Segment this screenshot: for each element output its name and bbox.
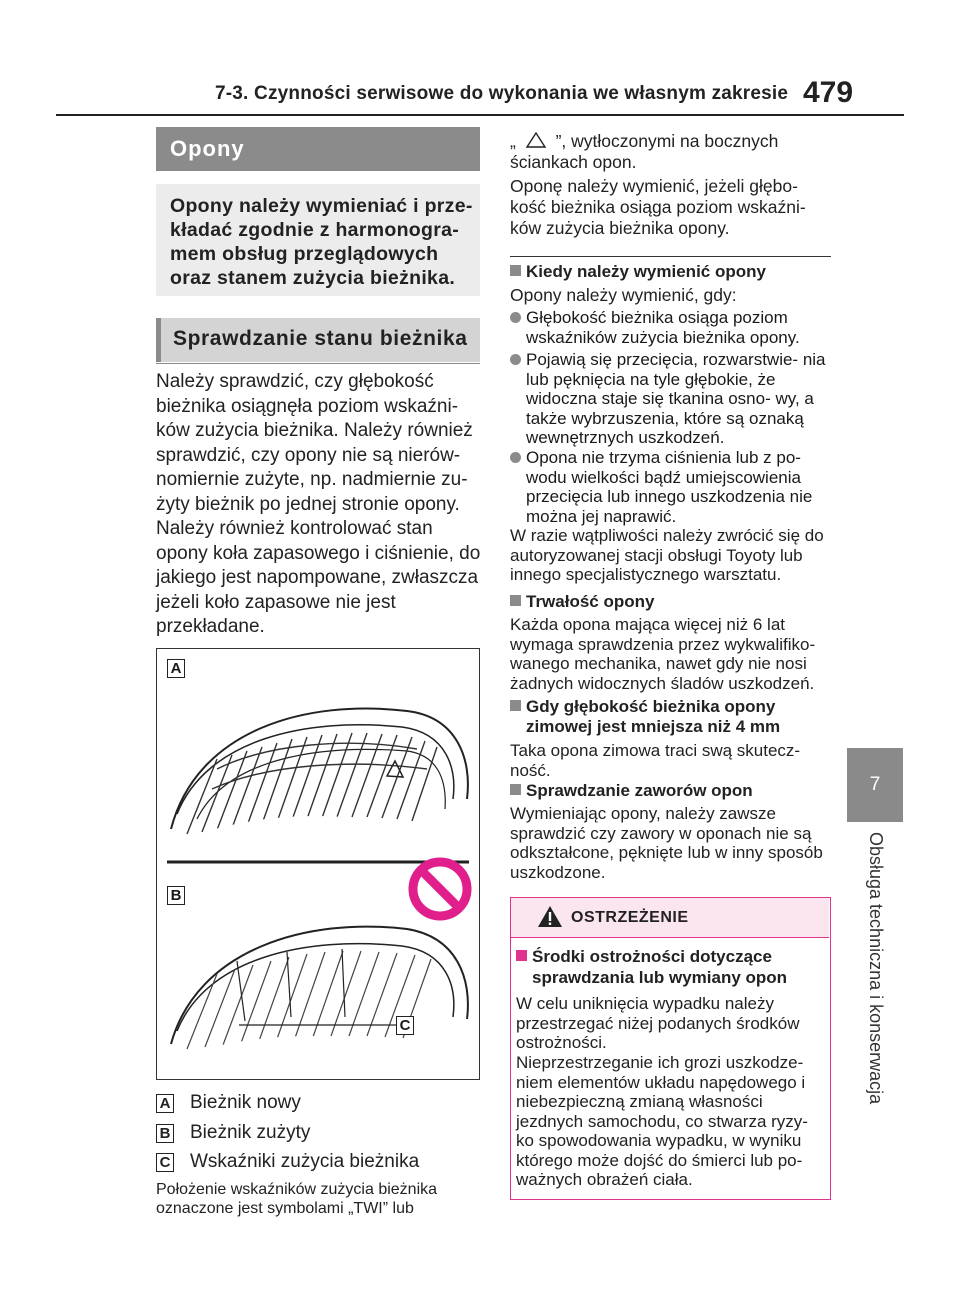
doubt-text: W razie wątpliwości należy zwrócić się do autoryzowanej stacji obsługi Toyoty lub innego specjalistycznego warsztatu.	[510, 526, 824, 584]
dot-bullet-icon	[510, 354, 521, 365]
heading-when-replace-text: Kiedy należy wymienić opony	[526, 262, 766, 281]
chapter-side-label-text: Obsługa techniczna i konserwacja	[866, 832, 886, 1105]
paragraph-check-depth: Należy sprawdzić, czy głębokość bieżnika osiągnęła poziom wskaźni- ków zużycia bieżnika. Należy również sprawdzić, czy opony nie są nierów- nomiernie zużyte, np. nadmiernie zu- żyty bieżnik po jednej stronie opony.	[156, 371, 473, 515]
intro-box	[156, 184, 480, 296]
warning-square-bullet-icon	[516, 950, 527, 961]
continued-line2: ściankach opon.	[510, 152, 637, 172]
heading-winter-depth	[510, 697, 834, 737]
heading-tire-life	[510, 592, 834, 612]
continued-quote-open: „	[510, 131, 516, 151]
section-rule	[510, 256, 831, 257]
paragraph-spare-tire: Należy również kontrolować stan opony koła zapasowego i ciśnienie, do jakiego jest napompowane, zwłaszcza jeżeli koło zapasowe nie jest przekładane.	[156, 518, 481, 637]
heading-when-replace	[510, 262, 834, 282]
legend-text-b: Bieżnik zużyty	[190, 1122, 311, 1143]
subsection-header	[156, 318, 480, 362]
warning-title: OSTRZEŻENIE	[571, 909, 689, 926]
legend-text-a: Bieżnik nowy	[190, 1092, 301, 1113]
twi-triangle-icon	[525, 131, 547, 149]
twi-note: Położenie wskaźników zużycia bieżnika oznaczone jest symbolami „TWI” lub	[156, 1181, 438, 1217]
intro-text: Opony należy wymieniać i prze- kładać zgodnie z harmonogra- mem obsług przeglądowych oraz stanem zużycia bieżnika.	[170, 195, 473, 289]
figure-label-a: A	[167, 659, 185, 678]
continued-line1: ”, wytłoczonymi na bocznych	[555, 131, 779, 151]
heading-winter-depth-text: Gdy głębokość bieżnika opony zimowej jest mniejsza niż 4 mm	[526, 697, 781, 736]
page-number: 479	[803, 76, 854, 109]
header-divider	[56, 114, 904, 116]
section-header-opony	[156, 127, 480, 171]
chapter-side-label	[850, 832, 902, 1122]
chapter-tab[interactable]	[847, 748, 903, 822]
chapter-tab-number: 7	[869, 774, 881, 795]
bullet-text: Opona nie trzyma ciśnienia lub z po- wodu wielkości bądź umiejscowienia przecięcia lub innego uszkodzenia nie można jej naprawić.	[526, 448, 813, 526]
prohibited-icon	[413, 862, 467, 916]
legend-key-c: C	[156, 1153, 174, 1172]
bullet-text: Głębokość bieżnika osiąga poziom wskaźników zużycia bieżnika opony.	[526, 308, 800, 347]
figure-label-c: C	[396, 1016, 414, 1035]
bullet-text: Pojawią się przecięcia, rozwarstwie- nia lub pęknięcia na tyle głębokie, że widoczna staje się tkanina osno- wy, a także wybrzuszenia, które są oznaką wewnętrznych uszkodzeń.	[526, 350, 826, 447]
warning-triangle-icon	[537, 905, 563, 928]
when-intro: Opony należy wymienić, gdy:	[510, 285, 737, 305]
subsection-title: Sprawdzanie stanu bieżnika	[173, 327, 468, 350]
tire-life-text: Każda opona mająca więcej niż 6 lat wymaga sprawdzenia przez wykwalifiko- wanego mechanika, nawet gdy nie nosi żadnych widocznych śladów uszkodzeń.	[510, 615, 816, 693]
warning-heading	[516, 946, 837, 988]
heading-valves-text: Sprawdzanie zaworów opon	[526, 781, 753, 800]
tire-tread-figure	[156, 648, 480, 1080]
square-bullet-icon	[510, 595, 521, 606]
tire-tread-illustration	[157, 649, 479, 1079]
warning-text-1: W celu uniknięcia wypadku należy przestrzegać niżej podanych środków ostrożności.	[516, 994, 800, 1052]
dot-bullet-icon	[510, 452, 521, 463]
chapter-title: 7-3. Czynności serwisowe do wykonania we własnym zakresie	[215, 83, 789, 104]
worn-tread-tire	[171, 927, 468, 1049]
legend-key-a: A	[156, 1094, 174, 1113]
legend-text-c: Wskaźniki zużycia bieżnika	[190, 1151, 420, 1172]
heading-valves	[510, 781, 834, 801]
figure-label-b: B	[167, 886, 185, 905]
warning-text-2: Nieprzestrzeganie ich grozi uszkodze- niem elementów układu napędowego i niebezpieczną zmianą własności jezdnych samochodu, co stwarza ryzy- ko spowodowania wypadku, w wyniku którego może dojść do śmierci lub po- ważnych obrażeń ciała.	[516, 1053, 808, 1189]
heading-tire-life-text: Trwałość opony	[526, 592, 655, 611]
dot-bullet-icon	[510, 312, 521, 323]
winter-text: Taka opona zimowa traci swą skutecz- ność.	[510, 741, 801, 780]
replace-when-depth: Oponę należy wymienić, jeżeli głębo- kość bieżnika osiąga poziom wskaźni- ków zużycia bieżnika opony.	[510, 176, 806, 238]
new-tread-tire	[171, 709, 468, 834]
valves-text: Wymieniając opony, należy zawsze sprawdzić czy zawory w oponach nie są odkształcone, pęknięte lub w inny sposób uszkodzone.	[510, 804, 823, 882]
square-bullet-icon	[510, 700, 521, 711]
square-bullet-icon	[510, 265, 521, 276]
warning-heading-text: Środki ostrożności dotyczące sprawdzania lub wymiany opon	[532, 947, 788, 987]
square-bullet-icon	[510, 784, 521, 795]
section-title: Opony	[170, 136, 245, 161]
legend-key-b: B	[156, 1124, 174, 1143]
continued-text	[510, 131, 834, 173]
